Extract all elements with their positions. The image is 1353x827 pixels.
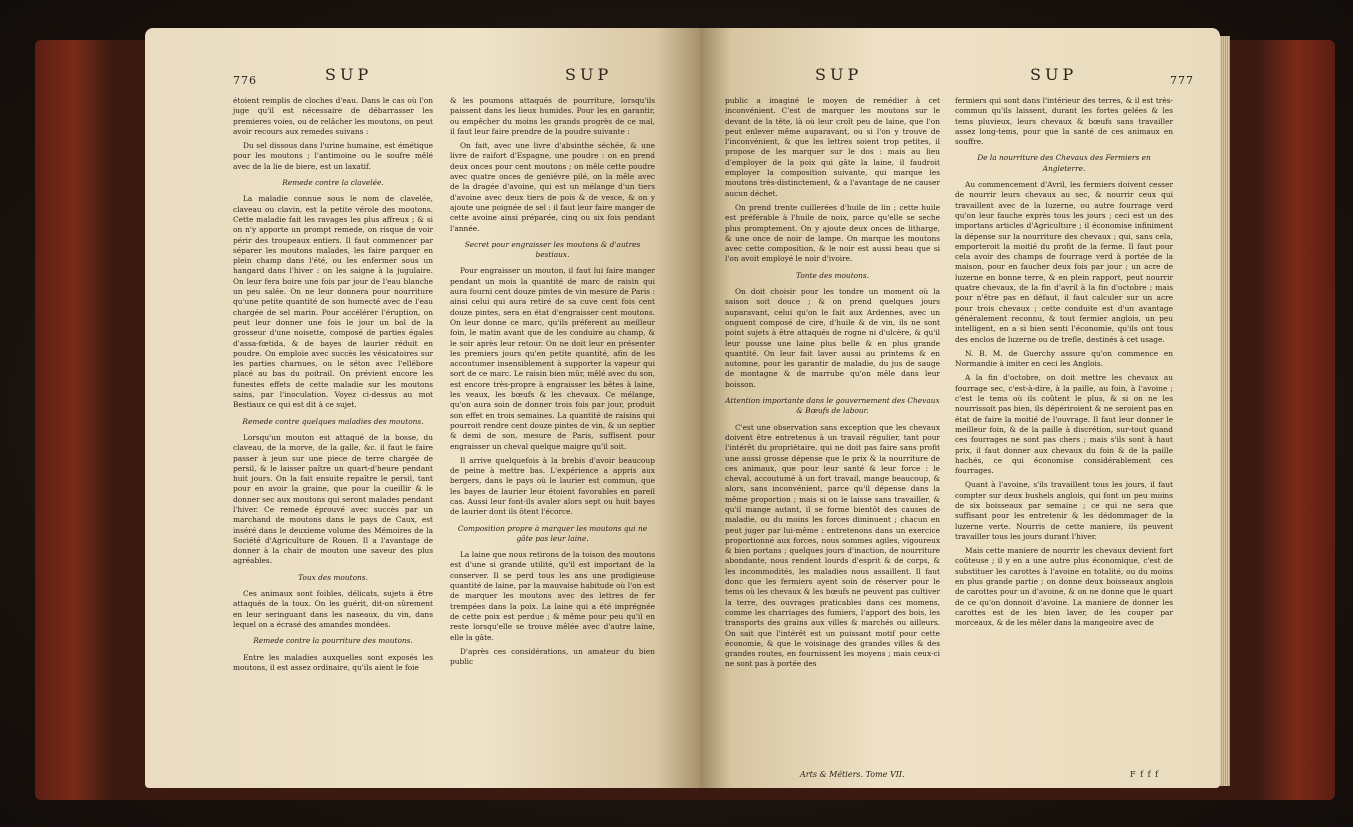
section-heading: Toux des moutons. (298, 572, 368, 582)
paragraph: Quant à l'avoine, s'ils travaillent tous les jours, il faut compter sur deux bushels anglois, qui font un peu moins de six boisseaux par semaine ; ce qui ne sera que suffisant pour les entretenir & les dédommager de la luzerne verte. Nourris de cette maniere, ils peuvent travailler tous les jours durant l'hiver. (955, 480, 1173, 541)
paragraph: A la fin d'octobre, on doit mettre les chevaux au fourrage sec, c'est-à-dire, à la paille, au foin, à l'avoine ; c'est le tems où ils coûtent le plus, & si on ne les nourrissoit pas bien, ils dépériroient & ne seroient pas en état de faire la moitié de l'ouvrage. Il faut leur donner le meilleur foin, & de la paille à discrétion, sur-tout quand ces fourrages ne sont pas chers ; mais s'ils sont à haut prix, il faut donner aux chevaux du foin & de la paille hachés, ce qui économise considérablement ces fourrages. (955, 373, 1173, 476)
paragraph: Au commencement d'Avril, les fermiers doivent cesser de nourrir leurs chevaux au sec, & nourrir ceux qui travaillent avec de la luzerne, ou autre fourrage verd qu'on leur fauche exprès tous les jours ; ceci est un des importans articles d'Agriculture ; il économise infiniment la dépense sur la nourriture des chevaux ; qui, sans cela, emporteroit la moitié du profit de la ferme. Il faut pour cela avoir des champs de fourrage verd à portée de la maison, pour en faucher deux fois par jour ; un acre de luzerne en bonne terre, & en plein rapport, peut nourrir quatre chevaux, de la fin d'avril à la fin d'octobre ; mais pour n'être pas en défaut, il faut calculer sur un acre pour trois chevaux ; cette conduite est d'un avantage généralement reconnu, & tout fermier anglois, un peu intelligent, en a si bien senti l'économie, qu'ils ont tous des enclos de luzerne ou de trefle, destinés à cet usage. (955, 180, 1173, 344)
paragraph: Pour engraisser un mouton, il faut lui faire manger pendant un mois la quantité de marc de raisin qui aura fourni cent douze pintes de vin mesure de Paris : ainsi celui qui aura retiré de sa cuve cent fois cent douze pintes, sera en état d'engraisser cent moutons. On leur donne ce marc, qu'ils préferent au meilleur foin, le matin avant que de les conduire au champ, & le soir après leur retour. On ne doit leur en présenter les premiers jours qu'en petite quantité, afin de les accoutumer insensiblement à supporter la vapeur qui sort de ce marc. Le raisin bien mûr, mêlé avec du son, est encore très-propre à engraisser les bêtes à laine, les veaux, les bœufs & les chevaux. Ce mélange, qu'on aura soin de donner trois fois par jour, produit son effet en trois semaines. La quantité de raisins qui pourroit rendre cent douze pintes de vin, & un septier & demi de son, mesure de Paris, suffisent pour engraisser un cheval quelque maigre qu'il soit. (450, 266, 655, 451)
paragraph: public a imaginé le moyen de remédier à cet inconvénient. C'est de marquer les moutons sur le devant de la tête, là où leur croît peu de laine, que l'on peut enlever même auparavant, ou si l'on y trouve de l'inconvénient, & que les lettres soient trop petites, il propose de les marquer sur le dos : mais au lieu d'employer de la poix qui gâte la laine, il faudroit employer la composition suivante, qui marque les moutons très-distinctement, & a l'avantage de ne causer aucun déchet. (725, 96, 940, 198)
paragraph: & les poumons attaqués de pourriture, lorsqu'ils paissent dans les lieux humides. Pour les en garantir, ou empêcher du moins les grands progrès de ce mal, il faut leur faire prendre de la poudre suivante : (450, 96, 655, 136)
paragraph: Ces animaux sont foibles, délicats, sujets à être attaqués de la toux. On les guérit, dit-on sûrement en leur seringuant dans les naseaux, du vin, dans lequel on a écrasé des amandes mondées. (233, 589, 433, 629)
right-page (700, 28, 1220, 788)
section-heading: Secret pour engraisser les moutons & d'autres bestiaux. (464, 239, 641, 260)
running-header-left: SUP (325, 65, 373, 84)
running-header-left: SUP (815, 65, 863, 84)
paragraph: On fait, avec une livre d'absinthe séchée, & une livre de raifort d'Espagne, une poudre : on en prend deux onces pour cent moutons ; on mêle cette poudre avec quatre onces de geniévre pilé, on la mêle avec de la dragée d'avoine, qui est un mélange d'un tiers d'avoine avec deux tiers de pois & de vesce, & on y ajoute une poignée de sel : il faut leur faire manger de cette avoine ainsi préparée, cinq ou six fois pendant l'année. (450, 141, 655, 233)
paragraph: C'est une observation sans exception que les chevaux doivent être entretenus à un travail régulier, tant pour l'intérêt du propriétaire, qui ne doit pas faire sans profit une aussi grosse dépense que le prix & la nourriture de ces animaux, que pour leur santé & leur force : le cheval, accoutumé à un fort travail, mange beaucoup, & alors, sans inconvénient, parce qu'il dépense dans la même proportion ; mais si on le laisse sans travailler, & qu'il mange autant, il se forme bientôt des causes de maladie, ou du moins les forces diminuent ; chacun en peut juger par lui-même : entretenons dans un exercice proportionné aux forces, nous sommes agiles, vigoureux & bien portans ; quelques jours d'inaction, de nourriture abondante, nous rendent lourds d'esprit & de corps, & les incommodités, les maladies nous assaillent. Il faut donc que les fermiers ayent soin de réserver pour le tems où les chevaux & les bœufs ne peuvent pas cultiver la terre, des ouvrages praticables dans ces momens, comme les charriages des fumiers, l'apport des bois, les transports des grains aux villes & marchés ou ailleurs. On sait que l'intérêt est un puissant motif pour cette économie, & que le voisinage des grandes villes & des grandes routes, en fournissent les moyens ; mais ceux-ci ne sont pas à portée des (725, 422, 940, 669)
running-header-right: SUP (1030, 65, 1078, 84)
footer-title: Arts & Métiers. Tome VII. (800, 770, 905, 779)
paragraph: N. B. M. de Guerchy assure qu'on commence en Normandie à imiter en ceci les Anglois. (955, 348, 1173, 369)
paragraph: On doit choisir pour les tondre un moment où la saison soit douce ; & on prend quelques jours auparavant, celui qu'on le fait aux Ardennes, avec un onguent composé de cire, d'huile & de vin, ils ne sont point sujets à être attaqués de rogne ni d'ulcère, & qu'il leur pousse une laine plus belle & en plus grande quantité. On leur fait laver aussi au printems & en automne, pour les garantir de maladie, du jus de sauge de montagne & de marrube qu'on mêle dans leur boisson. (725, 287, 940, 389)
left-page (145, 28, 700, 788)
page-number: 777 (1170, 74, 1194, 87)
paragraph: étoient remplis de cloches d'eau. Dans le cas où l'on juge qu'il est nécessaire de débarrasser les premieres voies, ou de relâcher les moutons, on peut avoir recours aux remedes suivans : (233, 96, 433, 136)
paragraph: Entre les maladies auxquelles sont exposés les moutons, il est assez ordinaire, qu'ils aient le foie (233, 652, 433, 672)
paragraph: La maladie connue sous le nom de clavelée, claveau ou clavin, est la petite vérole des moutons. Cette maladie fait les ravages les plus affreux ; & si on n'y apporte un prompt remede, on risque de voir périr des troupeaux entiers. Il faut commencer par séparer les moutons malades, les faire parquer en plein champ dans l'été, ou les enfermer sous un hangard dans l'hiver : on les saigne à la jugulaire. On leur fera boire une fois par jour de l'eau blanche un peu salée. On ne leur donnera pour nourriture qu'une petite quantité de son humecté avec de l'eau chargée de sel marin. Pour accélérer l'éruption, on peut leur donner une fois le jour un bol de la grosseur d'une noisette, composé de parties égales d'assa-fœtida, & de bayes de laurier réduit en poudre. On emploie avec succès les vésicatoires sur les parties charnues, ou le séton avec l'ellébore placé au bas du poitrail. On prévient encore les funestes effets de cette maladie sur les moutons sains, par l'inoculation. Voyez ci-dessus au mot Bestiaux ce qui est dit à ce sujet. (233, 194, 433, 410)
paragraph: Mais cette maniere de nourrir les chevaux devient fort coûteuse ; il y en a une autre plus économique, c'est de substituer les carottes à l'avoine en totalité, ou du moins en plus grande partie ; on donne deux boisseaux anglois de carottes pour un d'avoine, & on ne donne que le quart de ce qu'on donnoit d'avoine. La maniere de donner les carottes est de les bien laver, de les couper par morceaux, & de les mêler dans la mangeoire avec de (955, 546, 1173, 628)
section-heading: Tonte des moutons. (795, 270, 870, 280)
paragraph: fermiers qui sont dans l'intérieur des terres, & il est très-commun qu'ils laissent, durant les fortes gelées & les tems pluvieux, leurs chevaux & bœufs sans travailler assez long-tems, pour que la santé de ces animaux en souffre. (955, 96, 1173, 147)
section-heading: Attention importante dans le gouvernement des Chevaux & Bœufs de labour. (725, 396, 940, 416)
paragraph: Il arrive quelquefois à la brebis d'avoir beaucoup de peine à mettre bas. L'expérience a appris aux bergers, dans le pays où le laurier est commun, que les bayes de laurier leur étoient favorables en pareil cas. Aussi leur font-ils avaler alors sept ou huit bayes de laurier dont ils ôtent l'écorce. (450, 455, 655, 517)
paragraph: La laine que nous retirons de la toison des moutons est d'une si grande utilité, qu'il est important de la conserver. Il se perd tous les ans une prodigieuse quantité de laine, par la mauvaise habitude où l'on est de marquer les moutons avec des lettres de fer trempées dans la poix. La laine qui a été imprégnée de cette poix est perdue ; & même pour peu qu'il en reste lorsqu'elle se trouve mêlée avec d'autre laine, elle la gâte. (450, 550, 655, 642)
paragraph: D'après ces considérations, un amateur du bien public (450, 646, 655, 667)
paragraph: Du sel dissous dans l'urine humaine, est émétique pour les moutons ; l'antimoine ou le soufre mêlé avec de la lie de biere, est un laxatif. (233, 141, 433, 171)
section-heading: Remede contre quelques maladies des moutons. (242, 416, 424, 426)
column-right (450, 96, 655, 671)
page-number: 776 (233, 74, 257, 87)
section-heading: De la nourriture des Chevaux des Fermiers en Angleterre. (977, 153, 1151, 173)
section-heading: Remede contre la clavelée. (282, 178, 384, 188)
paragraph: Lorsqu'un mouton est attaqué de la bosse, du claveau, de la morve, de la galle, &c. il faut le faire passer à jeun sur une piece de terre chargée de persil, & le laisser paître un quart-d'heure pendant huit jours. On la fait ensuite repaître le persil, tant pour en avoir la graine, que pour la cueillir & le donner sec aux moutons qui seront malades pendant l'hiver. Ce remede éprouvé avec succès par un marchand de moutons dans le pays de Caux, est inséré dans le deuxieme volume des Mémoires de la Société d'Agriculture de Rouen. Il a l'avantage de donner à la chair de mouton une saveur des plus agréables. (233, 432, 433, 566)
section-heading: Composition propre à marquer les moutons qui ne gâte pas leur laine. (457, 523, 648, 543)
signature-mark: F f f f (1130, 770, 1160, 779)
column-left (233, 96, 433, 677)
section-heading: Remede contre la pourriture des moutons. (253, 636, 413, 646)
column-left (725, 96, 940, 674)
running-header-right: SUP (565, 65, 613, 84)
column-right (955, 96, 1173, 633)
paragraph: On prend trente cuillerées d'huile de lin ; cette huile est préférable à l'huile de noix, parce qu'elle se seche plus promptement. On y ajoute deux onces de litharge, & une once de noir de lampe. On marque les moutons avec cette composition, & le noir est aussi beau que si l'on avoit employé le noir d'ivoire. (725, 202, 940, 264)
